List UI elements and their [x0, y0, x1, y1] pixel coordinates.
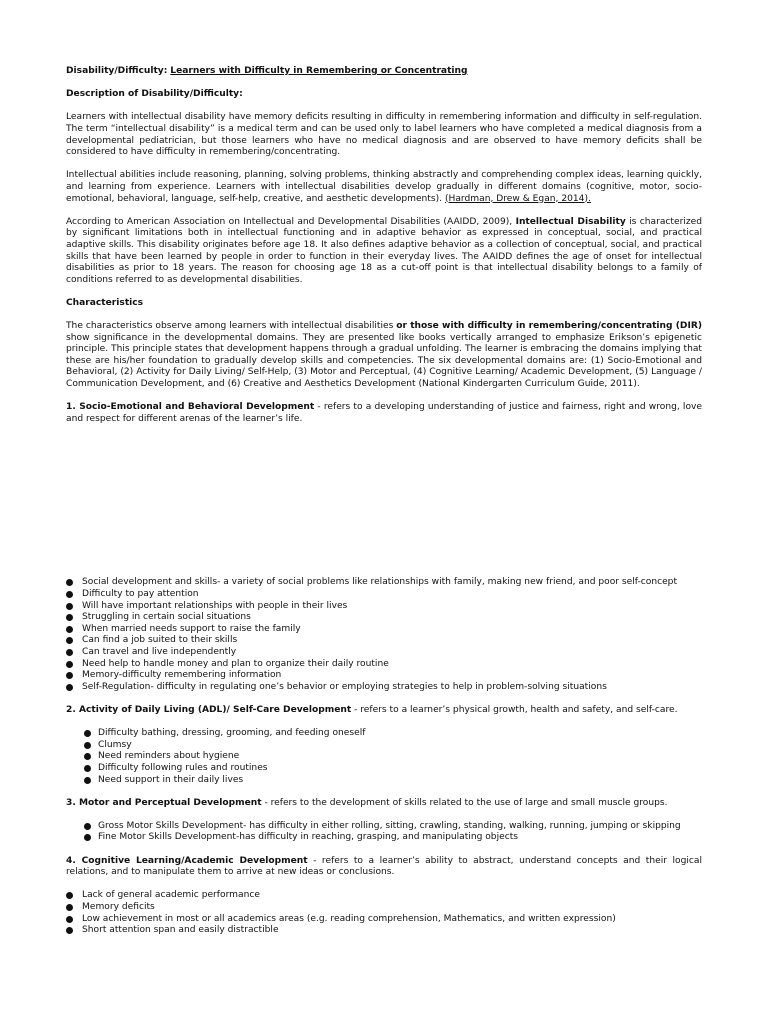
list-item: Can travel and live independently — [66, 647, 702, 659]
bullet-icon — [84, 777, 91, 784]
document-page — [66, 66, 702, 937]
bullet-icon — [66, 672, 73, 679]
bullet-icon — [84, 765, 91, 772]
bullet-icon — [84, 730, 91, 737]
list-item: Difficulty following rules and routines — [66, 763, 702, 775]
paragraph-3-bold-term: Intellectual Disability — [515, 216, 626, 227]
section-2-list — [66, 728, 702, 786]
bullet-icon — [66, 649, 73, 656]
list-item: Need help to handle money and plan to organize their daily routine — [66, 659, 702, 671]
bullet-icon — [66, 904, 73, 911]
list-item: Can find a job suited to their skills — [66, 635, 702, 647]
section-4-heading: 4. Cognitive Learning/Academic Development — [66, 855, 308, 866]
section-4-list — [66, 890, 702, 936]
section-4-description: - refers to a learner’s ability to abstract, understand concepts and their logical relations, and to manipulate them to arrive at new ideas or conclusions. — [66, 855, 702, 878]
list-item: Memory deficits — [66, 902, 702, 914]
bullet-icon — [66, 661, 73, 668]
title-value: Learners with Difficulty in Remembering or Concentrating — [170, 66, 468, 76]
characteristics-paragraph — [66, 321, 702, 391]
bullet-icon — [66, 603, 73, 610]
paragraph-3-part-b: is characterized by significant limitations both in intellectual functioning and in adaptive behavior as expressed in conceptual, social, and practical adaptive skills. This disability originates before age 18. It also defines adaptive behavior as a collection of conceptual, social, and practical skills that have been learned by people in order to function in their everyday lives. The AAIDD defines the age of onset for intellectual disabilities as prior to 18 years. The reason for choosing age 18 as a cut-off point is that intellectual disability belongs to a family of conditions referred to as developmental disabilities. — [66, 216, 702, 285]
list-item: Need support in their daily lives — [66, 775, 702, 787]
bullet-icon — [66, 591, 73, 598]
bullet-icon — [84, 742, 91, 749]
bullet-icon — [84, 823, 91, 830]
characteristics-bold: or those with difficulty in remembering/concentrating (DIR) — [396, 321, 702, 332]
characteristics-part-a: The characteristics observe among learners with intellectual disabilities — [66, 321, 394, 332]
bullet-icon — [66, 916, 73, 923]
list-item: Will have important relationships with people in their lives — [66, 601, 702, 613]
characteristics-part-b: show significance in the developmental domains. They are presented like books vertically arranged to emphasize Erikson’s epigenetic principle. This principle states that development happens through a gradual unfolding. The learner is embracing the domains implying that these are his/her foundation to gradually develop skills and competencies. The six developmental domains are: (1) Socio-Emotional and Behavioral, (2) Activity for Daily Living/ Self-Help, (3) Motor and Perceptual, (4) Cognitive Learning/ Academic Development, (5) Language / Communication Development, and (6) Creative and Aesthetics Development (National Kindergarten Curriculum Guide, 2011). — [66, 332, 702, 390]
section-1-list — [66, 577, 702, 693]
section-3-description: - refers to the development of skills related to the use of large and small muscle groups. — [261, 797, 668, 808]
list-item: Difficulty to pay attention — [66, 589, 702, 601]
section-3-heading: 3. Motor and Perceptual Development — [66, 797, 262, 808]
description-paragraph-2 — [66, 170, 702, 205]
bullet-icon — [66, 684, 73, 691]
section-1-intro — [66, 402, 702, 425]
bullet-icon — [66, 626, 73, 633]
list-item: Short attention span and easily distractible — [66, 925, 702, 937]
document-title — [66, 66, 702, 78]
bullet-icon — [66, 892, 73, 899]
paragraph-2-text: Intellectual abilities include reasoning, planning, solving problems, thinking abstractly and comprehending complex ideas, learning quickly, and learning from experience. Learners with intellectual disabilities develop gradually in different domains (cognitive, motor, socio-emotional, behavioral, language, self-help, creative, and aesthetic developments). — [66, 170, 702, 204]
list-item: Social development and skills- a variety of social problems like relationships with family, making new friend, and poor self-concept — [66, 577, 702, 589]
list-item: Lack of general academic performance — [66, 890, 702, 902]
list-item: Gross Motor Skills Development- has difficulty in either rolling, sitting, crawling, standing, walking, running, jumping or skipping — [66, 821, 702, 833]
list-item: Struggling in certain social situations — [66, 612, 702, 624]
list-item: Clumsy — [66, 740, 702, 752]
description-paragraph-3 — [66, 217, 702, 287]
section-3-intro — [66, 798, 702, 810]
bullet-icon — [66, 927, 73, 934]
list-item: Low achievement in most or all academics areas (e.g. reading comprehension, Mathematics, and written expression) — [66, 914, 702, 926]
list-item: Memory-difficulty remembering information — [66, 670, 702, 682]
description-heading: Description of Disability/Difficulty: — [66, 89, 243, 100]
paragraph-3-part-a: According to American Association on Intellectual and Developmental Disabilities (AAIDD, 2009), — [66, 216, 513, 227]
characteristics-heading: Characteristics — [66, 297, 144, 308]
list-item: Difficulty bathing, dressing, grooming, and feeding oneself — [66, 728, 702, 740]
description-paragraph-1: Learners with intellectual disability have memory deficits resulting in difficulty in remembering information and difficulty in self-regulation. The term “intellectual disability” is a medical term and can be used only to label learners who have completed a medical diagnosis from a developmental pediatrician, but those learners who have no medical diagnosis and are observed to have memory deficits shall be considered to have difficulty in remembering/concentrating. — [66, 112, 702, 158]
section-4-intro — [66, 856, 702, 879]
bullet-icon — [84, 834, 91, 841]
blank-space — [66, 425, 702, 577]
section-1-heading: 1. Socio-Emotional and Behavioral Development — [66, 402, 315, 413]
bullet-icon — [66, 579, 73, 586]
bullet-icon — [66, 637, 73, 644]
list-item: Fine Motor Skills Development-has difficulty in reaching, grasping, and manipulating objects — [66, 832, 702, 844]
list-item: Self-Regulation- difficulty in regulating one’s behavior or employing strategies to help in problem-solving situations — [66, 682, 702, 694]
section-3-list — [66, 821, 702, 844]
citation-link[interactable]: (Hardman, Drew & Egan, 2014). — [444, 193, 591, 204]
list-item: Need reminders about hygiene — [66, 751, 702, 763]
section-2-heading: 2. Activity of Daily Living (ADL)/ Self-Care Development — [66, 704, 352, 715]
title-label: Disability/Difficulty: — [66, 66, 168, 76]
list-item: When married needs support to raise the family — [66, 624, 702, 636]
bullet-icon — [84, 753, 91, 760]
section-2-intro — [66, 705, 702, 717]
section-1-description: - refers to a developing understanding of justice and fairness, right and wrong, love and respect for different arenas of the learner’s life. — [66, 402, 702, 424]
section-2-description: - refers to a learner’s physical growth, health and safety, and self-care. — [351, 704, 678, 715]
bullet-icon — [66, 614, 73, 621]
